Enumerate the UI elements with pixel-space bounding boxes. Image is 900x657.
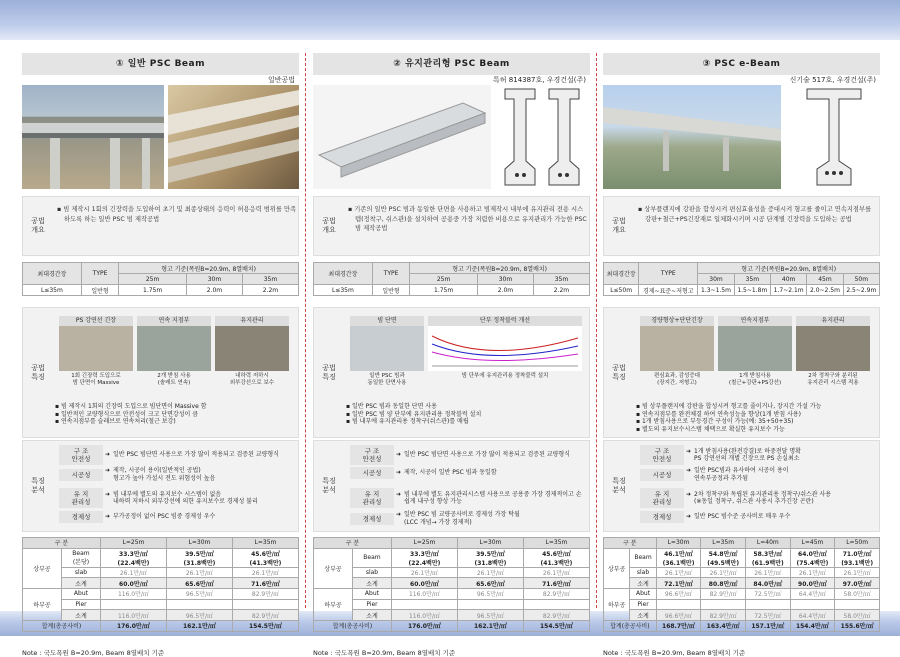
cost-item: slab [630, 567, 656, 578]
cost-header: L=25m [391, 538, 457, 549]
cost-item: slab [62, 567, 101, 578]
cost-header: L=35m [523, 538, 589, 549]
feature-bullets [55, 403, 207, 426]
cost-cell: 84.0만/㎡ [745, 578, 790, 589]
cost-cell: 65.6만/㎡ [166, 578, 232, 589]
spec-table [22, 262, 299, 296]
cost-cell: 45.6만/㎡ (41.3백만) [523, 548, 589, 567]
spec-cell: 1.5~1.8m [734, 285, 770, 296]
analysis-box [603, 440, 880, 532]
cost-cell: 64.4만/㎡ [790, 589, 835, 600]
cost-header: L=25m [100, 538, 166, 549]
cost-item: slab [353, 567, 392, 578]
analysis-key: 구 조 안전성 [350, 445, 394, 465]
feature-caption: 경량형상+단단긴장 [640, 316, 714, 326]
feature-caption: 빔 단면 [350, 316, 424, 326]
cost-header: 구 분 [23, 538, 101, 549]
cost-cell: 39.5만/㎡ (31.8백만) [457, 548, 523, 567]
cost-cell: 168.7만/㎡ [656, 621, 701, 632]
spec-cell: 2.0m [186, 285, 242, 296]
features-label: 공법 특징 [31, 363, 45, 381]
analysis-row [640, 445, 876, 465]
cost-item: Abut [62, 589, 101, 600]
features-box [313, 307, 590, 438]
analysis-key: 유 지 관리성 [59, 488, 103, 508]
cost-cell: 45.6만/㎡ (41.3백만) [232, 548, 298, 567]
feature-note: 2개 받침 사용 (솔레트 연속) [157, 373, 191, 386]
spec-cell: 일반형 [81, 285, 118, 296]
column-title: ① 일반 PSC Beam [22, 53, 299, 75]
cost-item: 소계 [353, 610, 392, 621]
height-basis-header: 형고 기준(폭원B=20.9m, 8열배치) [698, 263, 880, 274]
cost-cell: 60.0만/㎡ [391, 578, 457, 589]
spec-cell: 2.0m [477, 285, 533, 296]
spec-table [603, 262, 880, 296]
cost-cell: 71.0만/㎡ (93.1백만) [835, 548, 880, 567]
cost-cell: 116.0만/㎡ [100, 589, 166, 600]
cost-total-label: 합계(총공사비) [23, 621, 101, 632]
spec-cell: 경제~표준~저형고 [639, 285, 698, 296]
method-column [22, 53, 299, 657]
photo-area [603, 85, 880, 189]
cost-cell: 82.9만/㎡ [701, 589, 746, 600]
span-header: 35m [242, 274, 298, 285]
overview-label: 공법 개요 [612, 217, 626, 234]
cost-item: Beam [630, 548, 656, 567]
feature-picture [59, 326, 133, 371]
cost-total-label: 합계(총공사비) [604, 621, 657, 632]
cost-item: Pier [62, 599, 101, 610]
span-header: 30m [186, 274, 242, 285]
bridge-photo [603, 85, 781, 189]
analysis-row [59, 467, 295, 482]
feature-bullets [346, 403, 481, 426]
cost-header: L=35m [232, 538, 298, 549]
cost-item: 소계 [62, 610, 101, 621]
cost-total-label: 합계(총공사비) [314, 621, 392, 632]
span-header: 25m [410, 274, 478, 285]
cost-cell: 154.5만/㎡ [523, 621, 589, 632]
spec-cell: 2.2m [242, 285, 298, 296]
cost-group: 상부공 [314, 548, 353, 588]
bridge-photo [22, 85, 164, 189]
feature-note: 편심효과, 감성증대 (장지간, 저형고) [653, 373, 700, 386]
cost-cell: 82.9만/㎡ [523, 610, 589, 621]
cost-item: Beam (본당) [62, 548, 101, 567]
spec-cell: L≤35m [314, 285, 373, 296]
height-basis-header: 형고 기준(폭원B=20.9m, 8열배치) [119, 263, 299, 274]
analysis-box [313, 440, 590, 532]
height-basis-header: 형고 기준(폭원B=20.9m, 8열배치) [410, 263, 590, 274]
cost-cell: 58.0만/㎡ [835, 589, 880, 600]
analysis-row [640, 467, 876, 482]
feature-bullets [636, 403, 821, 433]
cost-cell [701, 599, 746, 610]
spec-cell: 1.3~1.5m [698, 285, 734, 296]
cost-item: 소계 [630, 610, 656, 621]
feature-image [796, 316, 870, 396]
cost-cell: 82.9만/㎡ [523, 589, 589, 600]
cost-cell: 71.6만/㎡ [232, 578, 298, 589]
feature-bullet: ▪ 1개 받침사용으로 부등경간 구성이 가능(예: 35+50+35) [636, 418, 794, 426]
feature-bullet: ▪ 일반 PSC 빔과 동일한 단면 사용 [346, 403, 437, 410]
photo-area [313, 85, 590, 189]
analysis-key: 경제성 [640, 511, 684, 523]
cost-cell [232, 599, 298, 610]
cost-item: 소계 [62, 578, 101, 589]
feature-caption: PS 강연선 긴장 [59, 316, 133, 326]
feature-picture [350, 326, 424, 371]
cost-item: Abut [630, 589, 656, 600]
analysis-value: ➜ 빔 내부에 별도 유지관리시스템 사용으로 공용중 가장 경제적이고 손쉽게 내구성 향상 가능 [394, 491, 586, 506]
spec-cell: L≤35m [23, 285, 82, 296]
column-divider [305, 53, 306, 608]
cost-group: 하부공 [314, 589, 353, 621]
feature-bullet: ▪ 빔 내부에 유지관리용 정착구(쉬스관)를 매립 [346, 418, 469, 426]
girder-photo [168, 85, 299, 189]
feature-bullet: ▪ 일반 PSC 빔 양 단부에 유지관리용 정착블럭 설치 [346, 410, 482, 418]
feature-bullet: ▪ 빔 제작시 1회의 긴장력 도입으로 빔단면이 Massive 함 [55, 403, 207, 410]
cost-item: Pier [630, 599, 656, 610]
cost-cell: 26.1만/㎡ [523, 567, 589, 578]
cost-cell: 65.6만/㎡ [457, 578, 523, 589]
cost-cell: 71.6만/㎡ [523, 578, 589, 589]
cost-header: L=30m [457, 538, 523, 549]
cost-cell [835, 599, 880, 610]
column-subtitle: 일반공법 [267, 76, 295, 84]
spec-cell: 2.2m [533, 285, 589, 296]
cost-group: 상부공 [23, 548, 62, 588]
cost-cell: 154.4만/㎡ [790, 621, 835, 632]
cost-header: L=30m [656, 538, 701, 549]
analysis-value: ➜ 2차 정착구와 독립된 유지관리용 정착구/쉬스관 사용 (※동일 정착구, 쉬스관 사용시 추가긴장 곤란) [684, 491, 876, 506]
cost-cell: 162.1만/㎡ [457, 621, 523, 632]
spec-cell: 일반형 [372, 285, 409, 296]
cost-header: 구 분 [604, 538, 657, 549]
column-divider [596, 53, 597, 608]
analysis-value: ➜ 일반 PSC 빔수준 공사비로 매우 우수 [684, 513, 876, 521]
cost-header: L=50m [835, 538, 880, 549]
overview-box [313, 196, 590, 256]
feature-image [640, 316, 714, 396]
cost-cell [745, 599, 790, 610]
cost-note: Note : 국도폭원 B=20.9m, Beam 8열배치 기준 [313, 649, 456, 657]
cost-cell: 26.1만/㎡ [391, 567, 457, 578]
analysis-key: 시공성 [59, 469, 103, 481]
feature-note: 1회 긴장력 도입으로 빔 단면이 Massive [71, 373, 121, 386]
feature-image [59, 316, 133, 396]
overview-line: ▪ 기존의 일반 PSC 빔과 동일한 단면을 사용하고 빔제작시 내부에 유지관리 전용 시스템(정착구, 쉬스관)을 설치하여 공용중 가장 저렴한 비용으로 유지관리가 가능한 PSC 빔 제작공법 [348, 206, 587, 232]
feature-bullet: ▪ 일반적인 교량형식으로 안전성이 크고 단면강성이 큼 [55, 410, 199, 418]
features-label: 공법 특징 [612, 363, 626, 381]
cost-item: Abut [353, 589, 392, 600]
overview-label: 공법 개요 [31, 217, 45, 234]
cost-cell [391, 599, 457, 610]
feature-image [428, 316, 582, 396]
feature-caption: 연속지점부 [718, 316, 792, 326]
cost-item: 소계 [353, 578, 392, 589]
overview-text [638, 205, 878, 224]
analysis-key: 경제성 [59, 511, 103, 523]
cost-cell: 90.0만/㎡ [790, 578, 835, 589]
spec-cell: 1.75m [119, 285, 187, 296]
feature-caption: 유지관리 [796, 316, 870, 326]
cost-header: 구 분 [314, 538, 392, 549]
max-span-header: 최대경간장 [604, 263, 639, 285]
analysis-row [640, 488, 876, 508]
cost-table [22, 537, 299, 632]
spec-table [313, 262, 590, 296]
type-header: TYPE [81, 263, 118, 285]
analysis-value: ➜ 일반 PSC 빔단면 사용으로 가장 많이 적용되고 검증된 교량형식 [103, 451, 295, 459]
spec-cell: 1.7~2.1m [770, 285, 806, 296]
analysis-box [22, 440, 299, 532]
analysis-value: ➜ 일반 PSC 빔단면 사용으로 가장 많이 적용되고 검증된 교량형식 [394, 451, 586, 459]
feature-note: 빔 단부에 유지관리용 정착블럭 설치 [461, 373, 549, 379]
overview-box [603, 196, 880, 256]
overview-text [57, 205, 297, 224]
cost-cell: 176.0만/㎡ [100, 621, 166, 632]
cost-cell: 26.1만/㎡ [656, 567, 701, 578]
column-subtitle: 신기술 517호, 우경건설(주) [789, 76, 876, 84]
span-header: 50m [843, 274, 879, 285]
cost-cell: 26.1만/㎡ [232, 567, 298, 578]
cost-cell: 116.0만/㎡ [391, 610, 457, 621]
cost-cell: 58.0만/㎡ [835, 610, 880, 621]
cost-note: Note : 국도폭원 B=20.9m, Beam 8열배치 기준 [22, 649, 165, 657]
overview-label: 공법 개요 [322, 217, 336, 234]
feature-image [718, 316, 792, 396]
cost-cell: 26.1만/㎡ [701, 567, 746, 578]
header-band [0, 0, 900, 40]
spec-cell: 2.0~2.5m [807, 285, 843, 296]
type-header: TYPE [639, 263, 698, 285]
analysis-key: 유 지 관리성 [640, 488, 684, 508]
span-header: 25m [119, 274, 187, 285]
cost-header: L=40m [745, 538, 790, 549]
cost-cell: 162.1만/㎡ [166, 621, 232, 632]
cost-item: Pier [353, 599, 392, 610]
cost-cell: 64.4만/㎡ [790, 610, 835, 621]
cost-header: L=30m [166, 538, 232, 549]
cost-cell: 96.5만/㎡ [457, 610, 523, 621]
analysis-row [640, 511, 876, 523]
feature-note: 2차 정착구와 분리된 유지관리 시스템 적용 [807, 373, 859, 386]
feature-bullet: ▪ 연속지점부를 완전체결 하여 연속성능을 향상(1개 받침 사용) [636, 410, 802, 418]
span-header: 35m [533, 274, 589, 285]
cost-cell: 26.1만/㎡ [457, 567, 523, 578]
overview-line: ▪ 상부플랜지에 강판을 합성시켜 편심효율성을 증대시켜 형고를 줄이고 연속지점부를 강판+철근+PS긴장재로 일체화시키며 시공 단계별 긴장력을 도입하는 공법 [638, 206, 872, 223]
feature-caption: 단부 정착블럭 개선 [428, 316, 582, 326]
cost-cell: 96.6만/㎡ [656, 610, 701, 621]
photo-area [22, 85, 299, 189]
feature-note: 내하력 저하시 외부강선으로 보수 [229, 373, 275, 386]
feature-picture [428, 326, 582, 371]
cost-cell: 33.3만/㎡ (22.4백만) [391, 548, 457, 567]
cost-cell: 54.8만/㎡ (49.5백만) [701, 548, 746, 567]
max-span-header: 최대경간장 [23, 263, 82, 285]
analysis-row [59, 511, 295, 523]
feature-picture [718, 326, 792, 371]
cost-cell: 176.0만/㎡ [391, 621, 457, 632]
cost-cell: 64.0만/㎡ (75.4백만) [790, 548, 835, 567]
analysis-value: ➜ 제작, 시공이 일반 PSC 빔과 동일함 [394, 469, 586, 477]
spec-cell: L≤50m [604, 285, 639, 296]
analysis-key: 구 조 안전성 [59, 445, 103, 465]
cost-group: 하부공 [23, 589, 62, 621]
cost-cell [656, 599, 701, 610]
cost-cell: 163.4만/㎡ [701, 621, 746, 632]
analysis-row [350, 467, 586, 479]
analysis-key: 유 지 관리성 [350, 488, 394, 508]
analysis-value: ➜ 제작, 시공이 용이(일반적인 공법) 형고가 높아 가설시 전도 위험성이 높음 [103, 467, 295, 482]
analysis-key: 구 조 안전성 [640, 445, 684, 465]
analysis-key: 시공성 [640, 469, 684, 481]
cost-item: 소계 [630, 578, 656, 589]
feature-bullet: ▪ 연속지점부를 슬래브로 연속처리(철근 보강) [55, 418, 176, 426]
cost-cell: 26.1만/㎡ [835, 567, 880, 578]
analysis-label: 특징 분석 [31, 477, 45, 494]
analysis-row [350, 488, 586, 508]
cost-table [603, 537, 880, 632]
cost-note: Note : 국도폭원 B=20.9m, Beam 8열배치 기준 [603, 649, 746, 657]
overview-line: ▪ 빔 제작시 1회의 긴장력을 도입하여 초기 및 최종상태의 응력이 허용응력 범위를 만족하도록 하는 일반 PSC 빔 제작공법 [57, 206, 297, 223]
column-subtitle: 특허 814387호, 우경건설(주) [493, 76, 586, 84]
cost-cell: 39.5만/㎡ (31.8백만) [166, 548, 232, 567]
cost-cell: 96.6만/㎡ [656, 589, 701, 600]
feature-image [137, 316, 211, 396]
cost-cell: 72.5만/㎡ [745, 589, 790, 600]
beam-render [313, 85, 491, 189]
feature-note: 1개 받침사용 (철근+강판+PS강선) [728, 373, 782, 386]
cost-header: L=45m [790, 538, 835, 549]
cost-cell: 58.3만/㎡ (61.9백만) [745, 548, 790, 567]
cost-cell: 96.5만/㎡ [166, 589, 232, 600]
cost-cell: 154.5만/㎡ [232, 621, 298, 632]
method-column [313, 53, 590, 657]
cost-item: Beam [353, 548, 392, 567]
spec-cell: 2.5~2.9m [843, 285, 879, 296]
feature-picture [640, 326, 714, 371]
analysis-value: ➜ 빔 내부에 별도의 유지보수 시스템이 없음 내하력 저하시 외부강선에 의한 유지보수로 경제성 불리 [103, 491, 295, 506]
span-header: 45m [807, 274, 843, 285]
feature-caption: 연속 지점부 [137, 316, 211, 326]
cost-cell [790, 599, 835, 610]
feature-bullet: ▪ 빔 상부플랜지에 강판을 합성시켜 형고를 줄이거나, 장지간 가설 가능 [636, 403, 822, 410]
analysis-value: ➜ 일반 PSC빔과 유사하여 시공이 용이 연속부공정과 추가됨 [684, 467, 876, 482]
feature-caption: 유지관리 [215, 316, 289, 326]
cost-cell: 155.6만/㎡ [835, 621, 880, 632]
analysis-value: ➜ 일반 PSC 빔 교량공사비로 경제성 가장 탁월 (LCC 개념→ 가장 경제적) [394, 511, 586, 526]
cost-cell [523, 599, 589, 610]
cost-cell: 60.0만/㎡ [100, 578, 166, 589]
column-title: ② 유지관리형 PSC Beam [313, 53, 590, 75]
feature-picture [796, 326, 870, 371]
overview-box [22, 196, 299, 256]
section-drawing [787, 85, 880, 189]
max-span-header: 최대경간장 [314, 263, 373, 285]
cost-cell [100, 599, 166, 610]
section-drawing [497, 85, 590, 189]
feature-picture [215, 326, 289, 371]
span-header: 35m [734, 274, 770, 285]
cost-cell: 26.1만/㎡ [100, 567, 166, 578]
cost-cell: 157.1만/㎡ [745, 621, 790, 632]
cost-cell: 82.9만/㎡ [232, 610, 298, 621]
analysis-key: 경제성 [350, 513, 394, 525]
type-header: TYPE [372, 263, 409, 285]
features-label: 공법 특징 [322, 363, 336, 381]
cost-cell: 26.1만/㎡ [166, 567, 232, 578]
analysis-row [59, 488, 295, 508]
cost-cell: 116.0만/㎡ [391, 589, 457, 600]
cost-table [313, 537, 590, 632]
span-header: 40m [770, 274, 806, 285]
column-title: ③ PSC e-Beam [603, 53, 880, 75]
spec-cell: 1.75m [410, 285, 478, 296]
method-column [603, 53, 880, 657]
cost-cell: 72.1만/㎡ [656, 578, 701, 589]
cost-cell: 96.5만/㎡ [457, 589, 523, 600]
cost-cell: 33.3만/㎡ (22.4백만) [100, 548, 166, 567]
cost-group: 상부공 [604, 548, 630, 588]
span-header: 30m [477, 274, 533, 285]
overview-text [348, 205, 588, 234]
cost-cell: 72.5만/㎡ [745, 610, 790, 621]
cost-cell [166, 599, 232, 610]
cost-cell: 26.1만/㎡ [745, 567, 790, 578]
analysis-value: ➜ 1개 받침사용(완전강결)로 하중전달 명확 PS 강연선의 개별 긴장으로 PS 손실최소 [684, 448, 876, 463]
span-header: 30m [698, 274, 734, 285]
analysis-key: 시공성 [350, 467, 394, 479]
feature-image [350, 316, 424, 396]
analysis-row [350, 511, 586, 526]
feature-picture [137, 326, 211, 371]
cost-cell: 80.8만/㎡ [701, 578, 746, 589]
cost-cell: 116.0만/㎡ [100, 610, 166, 621]
cost-cell: 26.1만/㎡ [790, 567, 835, 578]
analysis-row [59, 445, 295, 465]
analysis-label: 특징 분석 [612, 477, 626, 494]
analysis-label: 특징 분석 [322, 477, 336, 494]
analysis-row [350, 445, 586, 465]
features-box [603, 307, 880, 438]
feature-bullet: ▪ 별도의 유지보수시스템 채택으로 확실한 유지보수 가능 [636, 425, 785, 433]
cost-header: L=35m [701, 538, 746, 549]
feature-note: 일반 PSC 빔과 동일한 단면사용 [367, 373, 407, 386]
cost-cell: 82.9만/㎡ [701, 610, 746, 621]
features-box [22, 307, 299, 438]
cost-cell: 46.1만/㎡ (36.1백만) [656, 548, 701, 567]
analysis-value: ➜ 부가공정이 없어 PSC 빔중 경제성 우수 [103, 513, 295, 521]
feature-image [215, 316, 289, 396]
cost-cell: 96.5만/㎡ [166, 610, 232, 621]
cost-cell: 97.0만/㎡ [835, 578, 880, 589]
cost-group: 하부공 [604, 589, 630, 621]
cost-cell [457, 599, 523, 610]
cost-cell: 82.9만/㎡ [232, 589, 298, 600]
